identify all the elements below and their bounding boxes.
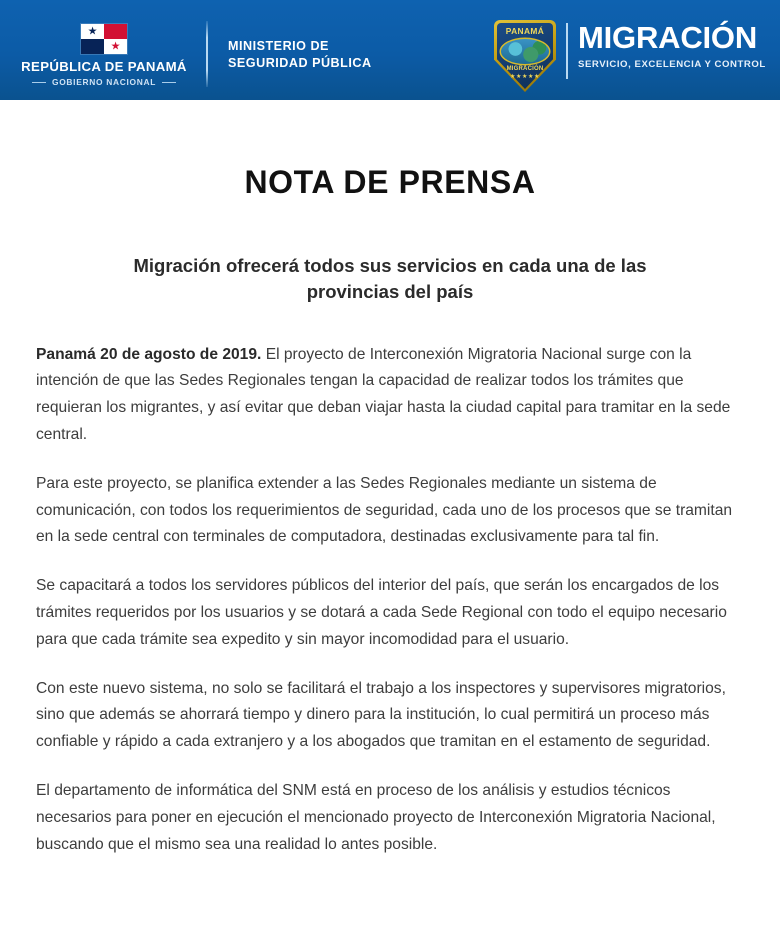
paragraph-1 [36, 342, 744, 449]
migracion-lockup [578, 22, 766, 70]
rule-right [162, 82, 176, 83]
paragraph-3: Se capacitará a todos los servidores públicos del interior del país, que serán los encargados de los trámites requeridos por los usuarios y se dotará a cada Sede Regional con todo el equipo necesario para que cada trámite sea expedito y sin mayor incomodidad para el usuario. [36, 577, 727, 648]
dateline: Panamá 20 de agosto de 2019. [36, 345, 262, 363]
government-subtitle-text: GOBIERNO NACIONAL [51, 77, 157, 87]
government-subtitle [18, 77, 190, 87]
header-divider-right [566, 23, 568, 79]
press-release-document [0, 164, 780, 859]
badge-name-text: MIGRACIÓN [506, 66, 544, 72]
badge-top-text: PANAMÁ [505, 26, 545, 36]
paragraph-5: El departamento de informática del SNM está en proceso de los análisis y estudios técnicos necesarios para poner en ejecución el mencionado proyecto de Interconexión Migratoria Nacional, buscando que el mismo sea una realidad lo antes posible. [36, 782, 716, 853]
migracion-title: MIGRACIÓN [578, 20, 758, 55]
page-title: NOTA DE PRENSA [244, 164, 536, 200]
paragraph-4: Con este nuevo sistema, no solo se facilitará el trabajo a los inspectores y supervisores migratorios, sino que además se ahorrará tiempo y dinero para la institución, lo cual permitirá un proceso más confiable y rápido a cada extranjero y a los abogados que tramitan en el estamento de seguridad. [36, 679, 726, 751]
page-subtitle: Migración ofrecerá todos sus servicios en cada una de las provincias del país [133, 255, 647, 303]
page-header [0, 0, 780, 100]
body-copy [36, 342, 744, 859]
ministry-lockup [228, 38, 372, 72]
globe-icon [501, 39, 549, 64]
migracion-shield-icon [494, 20, 556, 92]
rule-left [32, 82, 46, 83]
paragraph-1-text: El proyecto de Interconexión Migratoria Nacional surge con la intención de que las Sedes Regionales tengan la capacidad de realizar todos los trámites que requieran los migrantes, y así evitar que deban viajar hasta la ciudad capital para tramitar en la sede central. [36, 345, 731, 443]
republic-title: REPÚBLICA DE PANAMÁ [21, 59, 187, 74]
header-divider-left [206, 21, 208, 87]
ministry-line-2: SEGURIDAD PÚBLICA [228, 56, 372, 70]
paragraph-2: Para este proyecto, se planifica extender a las Sedes Regionales mediante un sistema de comunicación, con todos los requerimientos de seguridad, cada uno de los procesos que se tramitan en la sede central con terminales de computadora, destinadas exclusivamente para tal fin. [36, 474, 733, 546]
ministry-line-1: MINISTERIO DE [228, 39, 329, 53]
migracion-tagline: SERVICIO, EXCELENCIA Y CONTROL [578, 59, 766, 70]
badge-stars: ★★★★★ [510, 74, 540, 80]
government-lockup [18, 24, 190, 87]
panama-flag-icon: ★ ★ [81, 24, 127, 54]
